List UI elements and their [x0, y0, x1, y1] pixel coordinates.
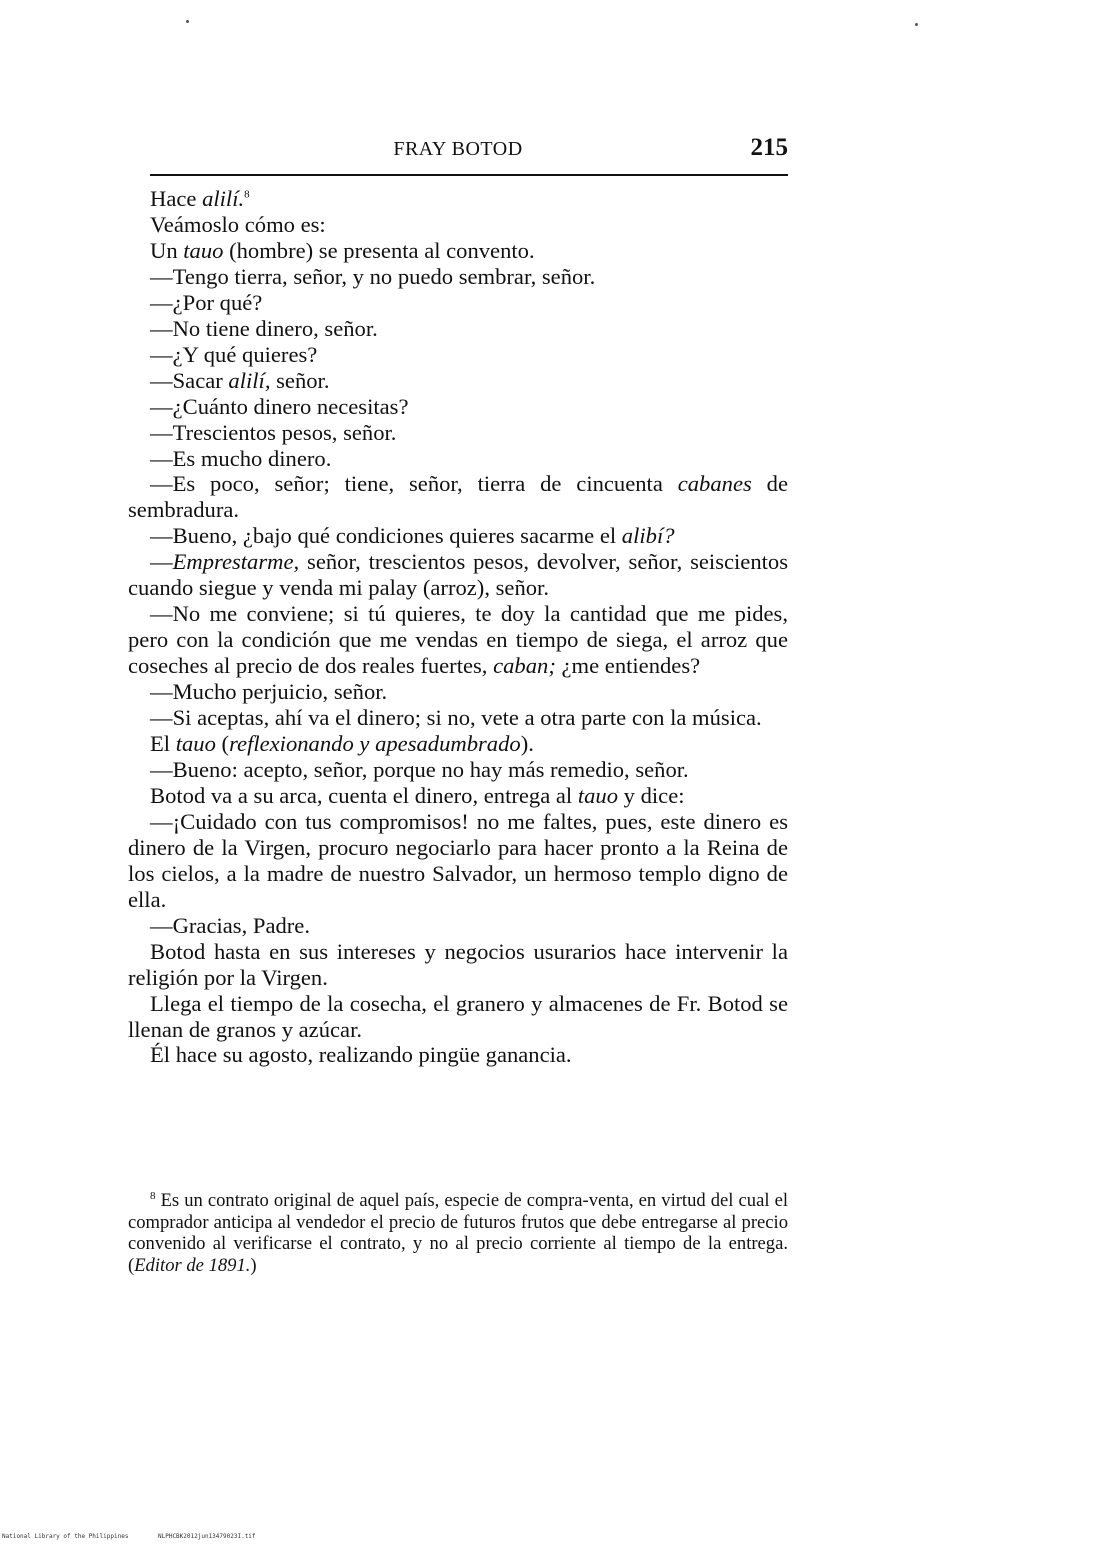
text-run: —Trescientos pesos, señor.: [150, 419, 397, 445]
text-run: (: [215, 731, 230, 757]
running-title: FRAY BOTOD: [393, 138, 523, 160]
text-run: —: [150, 549, 173, 575]
scan-speck: [186, 20, 189, 23]
italic-text: caban;: [493, 653, 556, 679]
paragraph: [128, 913, 788, 939]
book-page: [128, 0, 788, 1545]
text-run: (hombre) se presenta al convento.: [223, 237, 535, 263]
text-run: —Sacar: [150, 367, 229, 393]
text-run: de sembradura.: [128, 471, 788, 523]
page-header: [128, 134, 788, 168]
paragraph: [128, 679, 788, 705]
text-run: Es un contrato original de aquel país, especie de compra-venta, en virtud del cual el comprador anticipa al vendedor el precio de futuros frutos que debe entregarse al precio convenido al verificarse el contrato, y no al precio corriente al tiempo de la entrega. (: [128, 1190, 788, 1276]
text-run: señor, trescientos pesos, devolver, señor, seiscientos cuando siegue y venda mi palay (arroz), señor.: [128, 549, 788, 601]
paragraph: [128, 290, 788, 316]
paragraph: [128, 368, 788, 394]
text-run: ¿me entiendes?: [555, 653, 701, 679]
text-run: —Es poco, señor; tiene, señor, tierra de cincuenta: [150, 471, 678, 497]
body-text: [128, 186, 788, 1068]
paragraph: [128, 1042, 788, 1068]
scan-id: NLPHCBK2012jun13479023I.tif: [158, 1533, 256, 1540]
text-run: —Tengo tierra, señor, y no puedo sembrar, señor.: [150, 263, 596, 289]
text-run: —Gracias, Padre.: [150, 912, 310, 938]
text-run: ).: [520, 731, 534, 757]
paragraph: [128, 523, 788, 549]
text-run: —Mucho perjuicio, señor.: [150, 679, 388, 705]
footnote-number: 8: [150, 1189, 156, 1202]
footnote-marker: 8: [244, 188, 250, 201]
text-run: —Bueno: acepto, señor, porque no hay más remedio, señor.: [150, 756, 689, 782]
text-run: —No me conviene; si tú quieres, te doy la cantidad que me pides, pero con la condición que me vendas en tiempo de siega, el arroz que coseches al precio de dos reales fuertes,: [128, 601, 788, 679]
text-run: y dice:: [618, 782, 685, 808]
paragraph: [128, 783, 788, 809]
header-rule: [150, 174, 788, 176]
italic-text: Editor de 1891.: [134, 1254, 251, 1276]
text-run: —¿Y qué quieres?: [150, 341, 318, 367]
paragraph: [128, 212, 788, 238]
italic-text: alibí?: [621, 523, 675, 549]
paragraph: [128, 264, 788, 290]
paragraph: [128, 316, 788, 342]
paragraph: [128, 342, 788, 368]
italic-text: reflexionando y apesadumbrado: [229, 731, 521, 757]
paragraph: [128, 446, 788, 472]
italic-text: tauo: [183, 237, 224, 263]
text-run: Botod va a su arca, cuenta el dinero, entrega al: [150, 782, 578, 808]
text-run: Hace: [150, 186, 203, 211]
paragraph: [128, 991, 788, 1043]
italic-text: tauo: [577, 782, 619, 808]
paragraph: [128, 420, 788, 446]
text-run: Él hace su agosto, realizando pingüe ganancia.: [150, 1042, 572, 1068]
text-run: Veámoslo cómo es:: [150, 211, 326, 237]
text-run: —¿Cuánto dinero necesitas?: [150, 393, 409, 419]
text-run: El: [150, 731, 176, 757]
footnote: [128, 1190, 788, 1276]
paragraph: [128, 601, 788, 679]
paragraph: [128, 939, 788, 991]
text-run: ): [250, 1254, 257, 1276]
paragraph: [128, 238, 788, 264]
paragraph: [128, 705, 788, 731]
italic-text: tauo: [175, 731, 216, 757]
italic-text: alilí,: [228, 367, 271, 393]
italic-text: cabanes: [677, 471, 752, 497]
footnote-text: [128, 1190, 788, 1276]
paragraph: [128, 757, 788, 783]
text-run: —Bueno, ¿bajo qué condiciones quieres sacarme el: [150, 523, 622, 549]
text-run: —Si aceptas, ahí va el dinero; si no, vete a otra parte con la música.: [150, 705, 762, 731]
text-run: Un: [150, 237, 184, 263]
paragraph: [128, 809, 788, 913]
text-run: —No tiene dinero, señor.: [150, 315, 378, 341]
scan-credit: National Library of the Philippines: [2, 1533, 129, 1540]
text-run: —¡Cuidado con tus compromisos! no me faltes, pues, este dinero es dinero de la Virgen, procuro negociarlo para hacer pronto a la Reina de los cielos, a la madre de nuestro Salvador, un hermoso templo digno de ella.: [128, 808, 788, 912]
text-run: —¿Por qué?: [150, 289, 263, 315]
italic-text: Emprestarme,: [172, 549, 300, 575]
paragraph: [128, 394, 788, 420]
paragraph: [128, 731, 788, 757]
text-run: Botod hasta en sus intereses y negocios usurarios hace intervenir la religión por la Virgen.: [128, 938, 788, 990]
paragraph: [128, 471, 788, 523]
text-run: —Es mucho dinero.: [150, 445, 332, 471]
paragraph: [128, 186, 788, 212]
italic-text: alilí.: [202, 186, 245, 211]
paragraph: [128, 549, 788, 601]
text-run: Llega el tiempo de la cosecha, el granero y almacenes de Fr. Botod se llenan de granos y azúcar.: [128, 990, 788, 1042]
text-run: señor.: [270, 367, 330, 393]
scan-speck: [915, 23, 918, 26]
page-number: 215: [750, 134, 788, 161]
